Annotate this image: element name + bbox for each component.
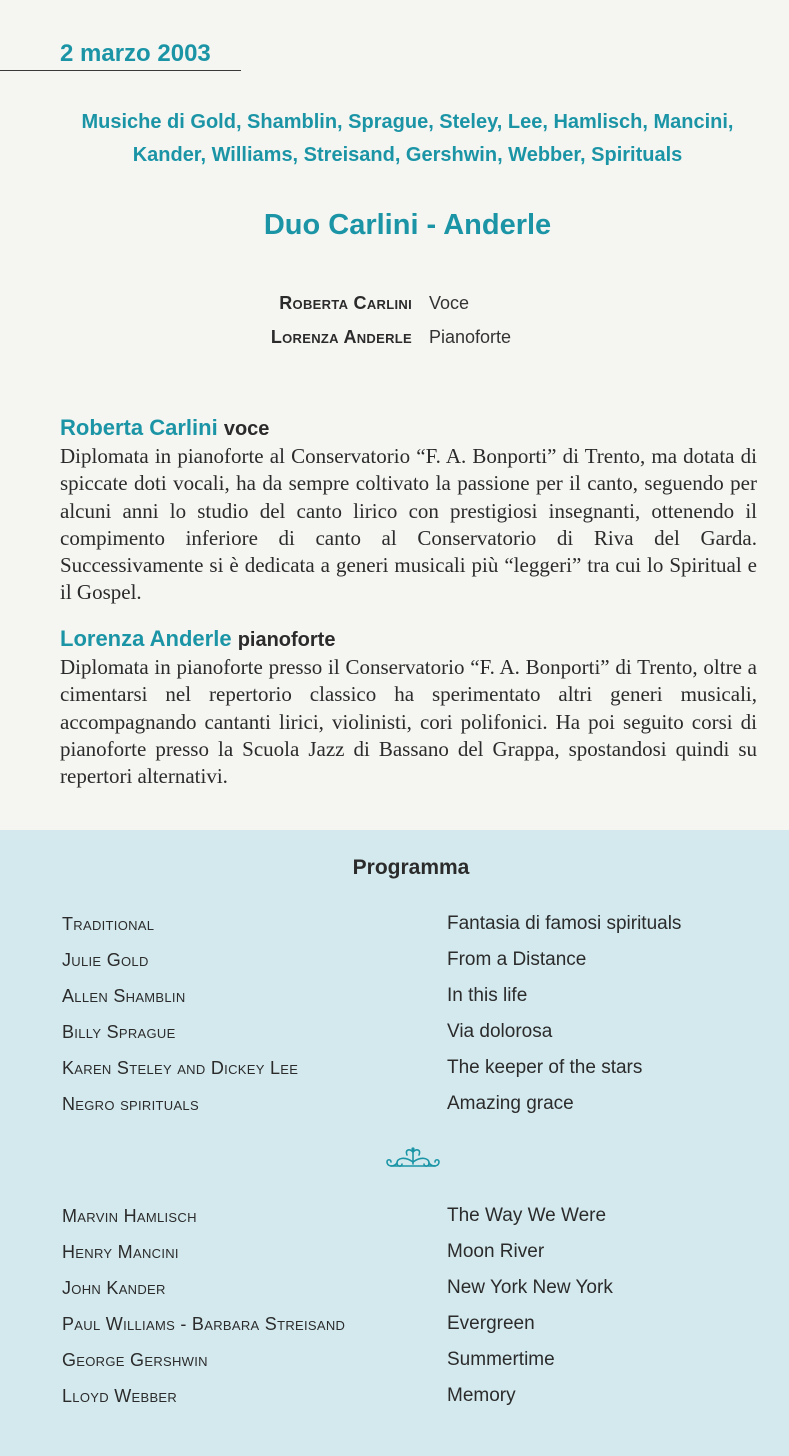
- program-composer: Lloyd Webber: [62, 1385, 178, 1406]
- program-composer: George Gershwin: [62, 1349, 208, 1370]
- program-composer: Negro spirituals: [62, 1093, 199, 1114]
- program-row: [62, 1050, 762, 1086]
- performer-name: Roberta Carlini: [279, 292, 412, 313]
- performer-row: [100, 286, 700, 320]
- program-piece: Amazing grace: [447, 1093, 574, 1114]
- program-piece: Fantasia di famosi spirituals: [447, 913, 682, 934]
- bio-text: Diplomata in pianoforte al Conservatorio “F. A. Bonporti” di Trento, ma dotata di spiccate doti vocali, ha da sempre coltivato la passione per il canto, seguendo per alcuni anni lo studio del canto lirico con prestigiosi insegnanti, ottenendo il compimento inferiore di canto al Conservatorio di Riva del Garda. Successivamente si è dedicata a generi musicali più “leggeri” tra cui lo Spiritual e il Gospel.: [60, 444, 757, 605]
- bio-text: Diplomata in pianoforte presso il Conservatorio “F. A. Bonporti” di Trento, oltre a cimentarsi nel repertorio classico ha sperimentato altri generi musicali, accompagnando cantanti lirici, violinisti, cori polifonici. Ha poi seguito corsi di pianoforte presso la Scuola Jazz di Bassano del Grappa, spostandosi quindi su repertori alternativi.: [60, 655, 757, 789]
- program-piece: From a Distance: [447, 949, 587, 970]
- concert-date: 2 marzo 2003: [60, 40, 211, 67]
- performer-role: Pianoforte: [429, 326, 512, 347]
- bio-name: Roberta Carlini: [60, 415, 218, 440]
- bio-heading: [60, 414, 757, 443]
- program-title: Programma: [352, 856, 470, 879]
- bio-heading: [60, 625, 757, 654]
- program-composer: Julie Gold: [62, 949, 149, 970]
- program-piece: Summertime: [447, 1349, 555, 1370]
- program-piece: The Way We Were: [447, 1205, 607, 1226]
- program-composer: Traditional: [62, 913, 155, 934]
- composers-line: Musiche di Gold, Shamblin, Sprague, Steley, Lee, Hamlisch, Mancini, Kander, Williams, Streisand, Gershwin, Webber, Spirituals: [81, 111, 734, 166]
- program-piece: Evergreen: [447, 1313, 535, 1334]
- program-composer: Paul Williams - Barbara Streisand: [62, 1313, 346, 1334]
- performer-name: Lorenza Anderle: [270, 326, 412, 347]
- program-piece: Memory: [447, 1385, 516, 1406]
- program-piece: The keeper of the stars: [447, 1057, 643, 1078]
- program-row: [62, 1306, 762, 1342]
- performer-row: [100, 320, 700, 354]
- bio-lorenza-anderle: [60, 625, 757, 790]
- program-piece: In this life: [447, 985, 528, 1006]
- program-row: [62, 1014, 762, 1050]
- program-row: [62, 1378, 762, 1414]
- bio-role: voce: [223, 418, 270, 440]
- bio-name: Lorenza Anderle: [60, 626, 232, 651]
- program-row: [62, 1086, 762, 1122]
- program-row: [62, 1342, 762, 1378]
- program-composer: Henry Mancini: [62, 1241, 179, 1262]
- bio-role: pianoforte: [237, 629, 336, 651]
- program-composer: Karen Steley and Dickey Lee: [62, 1057, 299, 1078]
- program-row: [62, 906, 762, 942]
- program-composer: Billy Sprague: [62, 1021, 176, 1042]
- program-row: [62, 1234, 762, 1270]
- program-piece: Moon River: [447, 1241, 545, 1262]
- program-row: [62, 942, 762, 978]
- program-composer: Marvin Hamlisch: [62, 1205, 197, 1226]
- performers-list: [100, 286, 700, 354]
- program-list-part1: [62, 906, 762, 1122]
- program-list-part2: [62, 1198, 762, 1414]
- program-piece: Via dolorosa: [447, 1021, 553, 1042]
- program-row: [62, 1270, 762, 1306]
- program-composer: Allen Shamblin: [62, 985, 186, 1006]
- ornament-icon: [383, 1146, 443, 1170]
- program-piece: New York New York: [447, 1277, 613, 1298]
- program-row: [62, 1198, 762, 1234]
- date-underline: [0, 70, 241, 71]
- duo-title: Duo Carlini - Anderle: [263, 209, 552, 241]
- bio-roberta-carlini: [60, 414, 757, 607]
- program-row: [62, 978, 762, 1014]
- program-composer: John Kander: [62, 1277, 166, 1298]
- performer-role: Voce: [429, 292, 470, 313]
